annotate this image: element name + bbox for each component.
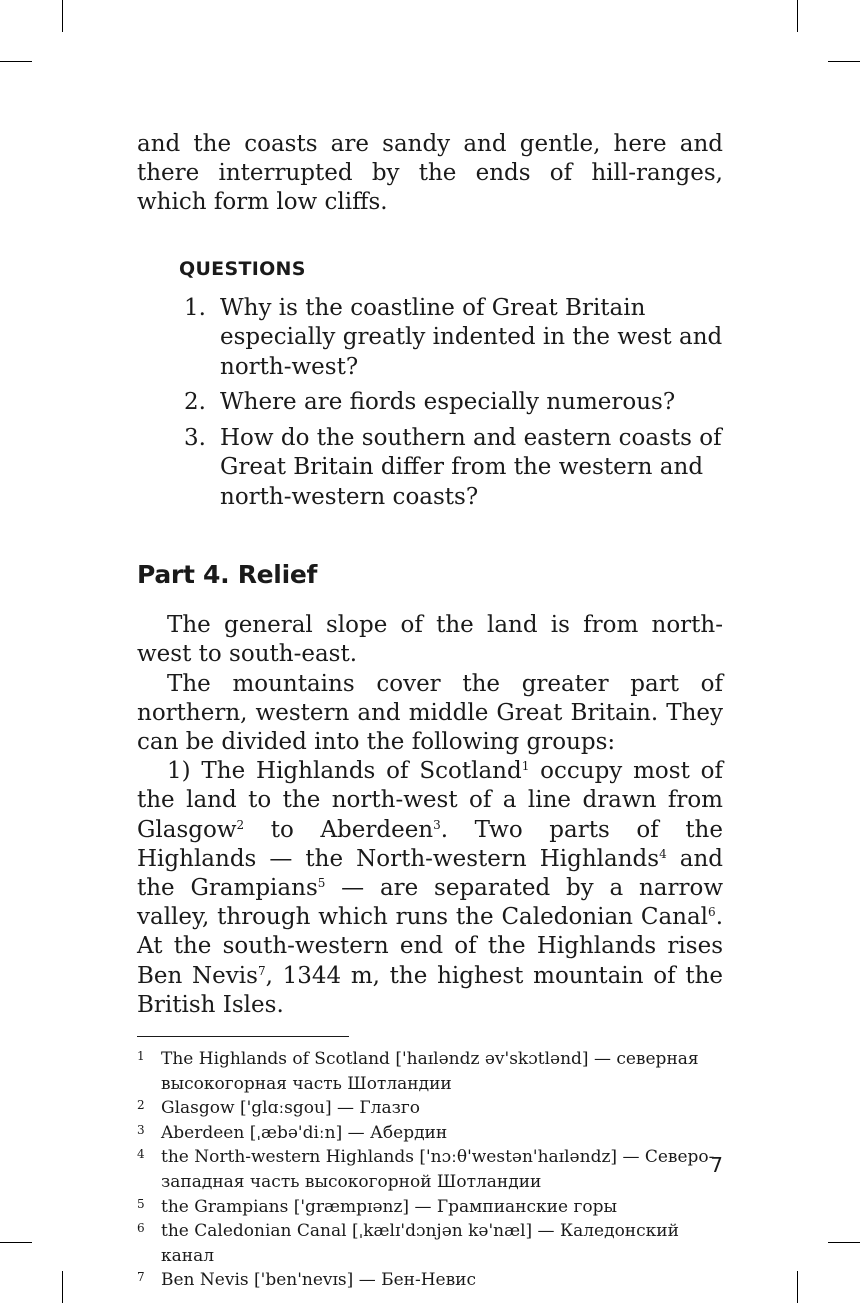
question-item xyxy=(137,294,723,383)
footnote-ref: 4 xyxy=(659,846,667,861)
questions-heading: QUESTIONS xyxy=(179,257,306,280)
crop-mark xyxy=(0,61,32,62)
page-number: 7 xyxy=(710,1153,723,1177)
footnote-ref: 5 xyxy=(317,875,326,890)
page-content xyxy=(137,130,723,1293)
crop-mark xyxy=(0,1242,32,1243)
crop-mark xyxy=(828,1242,860,1243)
footnote-ref: 3 xyxy=(433,817,441,832)
paragraph-mountains: The mountains cover the greater part of northern, western and middle Great Britain. They can be divided into the following groups: xyxy=(137,670,723,755)
footnote-ref: 7 xyxy=(257,963,266,978)
footnotes xyxy=(137,1047,723,1293)
question-text: Where are fiords especially numerous? xyxy=(220,389,676,416)
footnote-number: 6 xyxy=(137,1221,145,1236)
footnote xyxy=(137,1195,723,1220)
footnote-ref: 6 xyxy=(708,905,716,920)
paragraph-slope: The general slope of the land is from north-west to south-east. xyxy=(137,612,723,668)
crop-mark xyxy=(797,0,798,32)
footnote xyxy=(137,1219,723,1268)
footnote-ref: 2 xyxy=(236,817,245,832)
question-number: 1. xyxy=(184,294,206,321)
footnote-text: the Grampians ['græmpɪənz] — Грампианские горы xyxy=(161,1196,617,1217)
footnote-number: 1 xyxy=(137,1048,145,1063)
crop-mark xyxy=(828,61,860,62)
footnote-number: 4 xyxy=(137,1147,145,1162)
crop-mark xyxy=(797,1271,798,1303)
footnote-number: 5 xyxy=(137,1196,145,1211)
question-number: 3. xyxy=(184,424,206,451)
question-text: Why is the coastline of Great Britain especially greatly indented in the west and north-west? xyxy=(220,294,723,380)
footnote xyxy=(137,1047,723,1096)
crop-mark xyxy=(62,0,63,32)
footnote xyxy=(137,1145,723,1194)
footnote xyxy=(137,1268,723,1293)
footnote-number: 3 xyxy=(137,1122,145,1137)
question-item xyxy=(137,388,723,418)
footnote xyxy=(137,1121,723,1146)
crop-mark xyxy=(62,1271,63,1303)
question-text: How do the southern and eastern coasts of Great Britain differ from the western and north-western coasts? xyxy=(220,424,722,510)
footnote-text: the North-western Highlands ['nɔːθ'westən'haɪləndz] — Северо-западная часть высокогорной Шотландии xyxy=(161,1147,715,1192)
paragraph-highlands: 1) The Highlands of Scotland$^1$ occupy most of the land to the north-west of a line drawn from Glasgow$^2$ to Aberdeen$^3$. Two parts of the Highlands — the North-western Highlands$^4$ and the Grampians$^5$ — are separated by a narrow valley, through which runs the Caledonian Canal$^6$. At the south-western end of the Highlands rises Ben Nevis$^7$, 1344 m, the highest mountain of the British Isles. xyxy=(137,758,724,1018)
question-number: 2. xyxy=(184,389,206,416)
footnote-ref: 1 xyxy=(521,759,530,774)
intro-paragraph: and the coasts are sandy and gentle, here and there interrupted by the ends of hill-ranges, which form low cliffs. xyxy=(137,131,723,216)
footnote-text: the Caledonian Canal [ˌkælɪ'dɔnjən kə'næl] — Каледонский канал xyxy=(161,1221,679,1266)
footnote-number: 7 xyxy=(137,1270,145,1285)
footnote xyxy=(137,1096,723,1121)
footnote-number: 2 xyxy=(137,1098,145,1113)
footnote-text: The Highlands of Scotland ['haɪləndz əv'skɔtlənd] — северная высокогорная часть Шотландии xyxy=(161,1048,699,1094)
footnote-text: Aberdeen [ˌæbə'diːn] — Абердин xyxy=(161,1122,448,1143)
footnote-text: Glasgow ['glɑːsgou] — Глазго xyxy=(161,1098,421,1119)
footnote-text: Ben Nevis ['ben'nevɪs] — Бен-Невис xyxy=(161,1270,477,1291)
question-item xyxy=(137,424,723,513)
questions-list xyxy=(137,294,723,513)
footnote-divider xyxy=(137,1036,349,1037)
section-title: Part 4. Relief xyxy=(137,560,318,590)
